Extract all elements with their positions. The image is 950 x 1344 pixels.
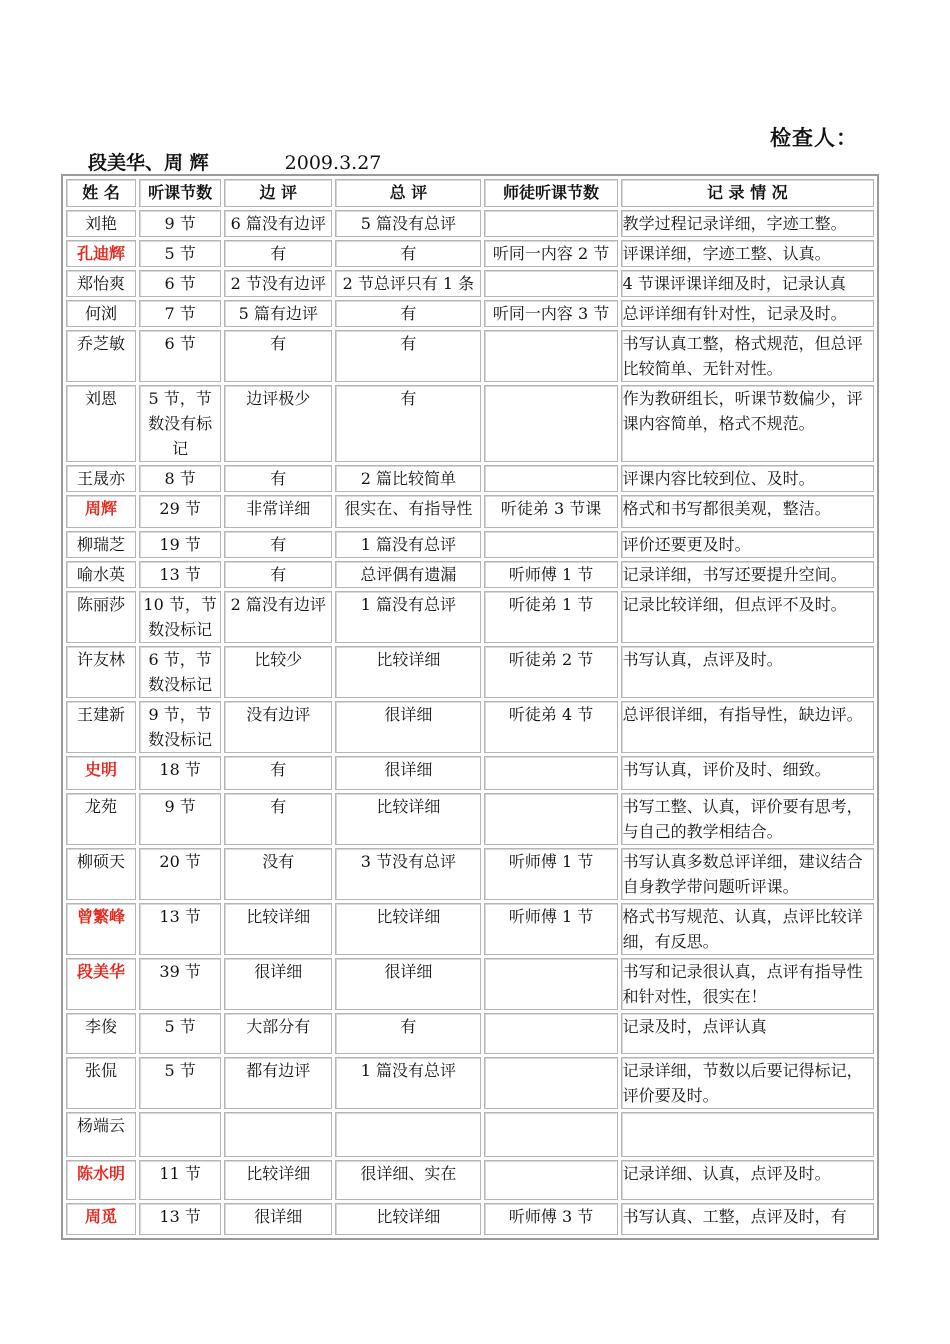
cell-mentor-count — [484, 1057, 617, 1109]
cell-lesson-count: 5 节 — [139, 240, 221, 267]
cell-record-notes: 教学过程记录详细，字迹工整。 — [621, 210, 874, 237]
table-row — [66, 531, 874, 558]
cell-side-comment: 有 — [224, 793, 332, 845]
cell-summary-comment: 比较详细 — [335, 903, 481, 955]
cell-mentor-count — [484, 270, 617, 297]
cell-mentor-count: 听师傅 1 节 — [484, 561, 617, 588]
cell-mentor-count: 听师傅 3 节 — [484, 1203, 617, 1235]
cell-side-comment: 6 篇没有边评 — [224, 210, 332, 237]
cell-record-notes: 书写认真工整，格式规范，但总评比较简单、无针对性。 — [621, 330, 874, 382]
cell-summary-comment: 3 节没有总评 — [335, 848, 481, 900]
cell-summary-comment: 很实在、有指导性 — [335, 495, 481, 528]
cell-side-comment: 比较详细 — [224, 903, 332, 955]
cell-summary-comment: 1 篇没有总评 — [335, 1057, 481, 1109]
cell-record-notes — [621, 1112, 874, 1157]
table-row — [66, 270, 874, 297]
cell-record-notes: 书写工整、认真，评价要有思考，与自己的教学相结合。 — [621, 793, 874, 845]
cell-side-comment: 比较少 — [224, 646, 332, 698]
cell-lesson-count — [139, 1112, 221, 1157]
cell-mentor-count — [484, 756, 617, 790]
cell-summary-comment: 比较详细 — [335, 793, 481, 845]
cell-record-notes: 书写认真多数总评详细，建议结合自身教学带问题听评课。 — [621, 848, 874, 900]
cell-name: 史明 — [66, 756, 136, 790]
cell-lesson-count: 10 节，节数没标记 — [139, 591, 221, 643]
cell-side-comment: 有 — [224, 531, 332, 558]
cell-name: 何浏 — [66, 300, 136, 327]
cell-mentor-count — [484, 1013, 617, 1054]
cell-summary-comment: 1 篇没有总评 — [335, 531, 481, 558]
column-header-record-notes: 记 录 情 况 — [621, 179, 874, 207]
cell-record-notes: 总评很详细，有指导性，缺边评。 — [621, 701, 874, 753]
cell-summary-comment: 有 — [335, 330, 481, 382]
inspector-byline — [88, 148, 381, 175]
cell-side-comment: 2 篇没有边评 — [224, 591, 332, 643]
cell-record-notes: 评课内容比较到位、及时。 — [621, 465, 874, 492]
cell-side-comment: 5 篇有边评 — [224, 300, 332, 327]
table-row — [66, 591, 874, 643]
column-header-side-comment: 边 评 — [224, 179, 332, 207]
table-row — [66, 646, 874, 698]
column-header-mentor-count: 师徒听课节数 — [484, 179, 617, 207]
cell-lesson-count: 6 节 — [139, 270, 221, 297]
cell-mentor-count — [484, 793, 617, 845]
cell-lesson-count: 11 节 — [139, 1160, 221, 1200]
cell-mentor-count — [484, 385, 617, 462]
cell-summary-comment: 总评偶有遗漏 — [335, 561, 481, 588]
cell-summary-comment: 2 节总评只有 1 条 — [335, 270, 481, 297]
cell-lesson-count: 7 节 — [139, 300, 221, 327]
table-row — [66, 561, 874, 588]
cell-summary-comment: 2 篇比较简单 — [335, 465, 481, 492]
cell-record-notes: 记录详细，节数以后要记得标记，评价要及时。 — [621, 1057, 874, 1109]
cell-summary-comment: 有 — [335, 240, 481, 267]
table-row — [66, 1112, 874, 1157]
cell-side-comment: 很详细 — [224, 958, 332, 1010]
cell-record-notes: 记录详细，书写还要提升空间。 — [621, 561, 874, 588]
table-header-row — [66, 179, 874, 207]
cell-name: 喻水英 — [66, 561, 136, 588]
cell-lesson-count: 6 节，节数没标记 — [139, 646, 221, 698]
cell-record-notes: 记录详细、认真，点评及时。 — [621, 1160, 874, 1200]
cell-summary-comment — [335, 1112, 481, 1157]
cell-lesson-count: 19 节 — [139, 531, 221, 558]
table-row — [66, 848, 874, 900]
cell-record-notes: 记录比较详细，但点评不及时。 — [621, 591, 874, 643]
cell-side-comment: 边评极少 — [224, 385, 332, 462]
cell-name: 郑怡爽 — [66, 270, 136, 297]
cell-mentor-count: 听师傅 1 节 — [484, 903, 617, 955]
cell-lesson-count: 6 节 — [139, 330, 221, 382]
table-row — [66, 240, 874, 267]
cell-summary-comment: 有 — [335, 300, 481, 327]
column-header-count: 听课节数 — [139, 179, 221, 207]
cell-name: 柳瑞芝 — [66, 531, 136, 558]
cell-lesson-count: 39 节 — [139, 958, 221, 1010]
cell-side-comment: 有 — [224, 561, 332, 588]
cell-side-comment: 有 — [224, 330, 332, 382]
cell-mentor-count: 听徒弟 3 节课 — [484, 495, 617, 528]
column-header-summary-comment: 总 评 — [335, 179, 481, 207]
cell-record-notes: 格式书写规范、认真，点评比较详细，有反思。 — [621, 903, 874, 955]
cell-lesson-count: 20 节 — [139, 848, 221, 900]
cell-side-comment: 有 — [224, 240, 332, 267]
cell-lesson-count: 13 节 — [139, 561, 221, 588]
cell-name: 王建新 — [66, 701, 136, 753]
cell-record-notes: 书写认真，点评及时。 — [621, 646, 874, 698]
cell-name: 刘艳 — [66, 210, 136, 237]
cell-lesson-count: 13 节 — [139, 1203, 221, 1235]
cell-name: 周觅 — [66, 1203, 136, 1235]
cell-name: 李俊 — [66, 1013, 136, 1054]
table-row — [66, 958, 874, 1010]
cell-name: 龙苑 — [66, 793, 136, 845]
cell-mentor-count — [484, 1112, 617, 1157]
table-row — [66, 210, 874, 237]
cell-mentor-count: 听徒弟 1 节 — [484, 591, 617, 643]
cell-record-notes: 格式和书写都很美观，整洁。 — [621, 495, 874, 528]
table-row — [66, 330, 874, 382]
table-row — [66, 903, 874, 955]
cell-summary-comment: 5 篇没有总评 — [335, 210, 481, 237]
cell-record-notes: 书写认真，评价及时、细致。 — [621, 756, 874, 790]
cell-record-notes: 作为教研组长，听课节数偏少，评课内容简单，格式不规范。 — [621, 385, 874, 462]
cell-name: 张侃 — [66, 1057, 136, 1109]
cell-summary-comment: 很详细 — [335, 701, 481, 753]
cell-lesson-count: 8 节 — [139, 465, 221, 492]
cell-mentor-count: 听同一内容 2 节 — [484, 240, 617, 267]
cell-lesson-count: 9 节，节数没标记 — [139, 701, 221, 753]
table-row — [66, 1203, 874, 1235]
cell-side-comment — [224, 1112, 332, 1157]
cell-side-comment: 没有边评 — [224, 701, 332, 753]
cell-lesson-count: 29 节 — [139, 495, 221, 528]
cell-summary-comment: 1 篇没有总评 — [335, 591, 481, 643]
cell-mentor-count — [484, 531, 617, 558]
cell-name: 刘恩 — [66, 385, 136, 462]
table-row — [66, 1057, 874, 1109]
cell-side-comment: 比较详细 — [224, 1160, 332, 1200]
column-header-name: 姓 名 — [66, 179, 136, 207]
cell-record-notes: 书写认真、工整，点评及时，有 — [621, 1203, 874, 1235]
cell-mentor-count — [484, 958, 617, 1010]
cell-name: 许友林 — [66, 646, 136, 698]
cell-side-comment: 有 — [224, 465, 332, 492]
inspector-label: 检查人： — [770, 126, 858, 150]
cell-side-comment: 非常详细 — [224, 495, 332, 528]
cell-name: 王晟亦 — [66, 465, 136, 492]
cell-lesson-count: 9 节 — [139, 793, 221, 845]
cell-summary-comment: 比较详细 — [335, 646, 481, 698]
cell-mentor-count — [484, 465, 617, 492]
cell-name: 陈水明 — [66, 1160, 136, 1200]
table-row — [66, 1160, 874, 1200]
inspector-names: 段美华、周 辉 — [88, 152, 209, 174]
cell-summary-comment: 有 — [335, 1013, 481, 1054]
inspection-date: 2009.3.27 — [284, 152, 382, 174]
cell-mentor-count — [484, 1160, 617, 1200]
cell-name: 杨端云 — [66, 1112, 136, 1157]
cell-summary-comment: 有 — [335, 385, 481, 462]
cell-mentor-count: 听师傅 1 节 — [484, 848, 617, 900]
lesson-record-table — [61, 174, 879, 1240]
cell-mentor-count: 听徒弟 2 节 — [484, 646, 617, 698]
table-row — [66, 300, 874, 327]
cell-name: 陈丽莎 — [66, 591, 136, 643]
cell-summary-comment: 很详细 — [335, 756, 481, 790]
cell-name: 周辉 — [66, 495, 136, 528]
cell-lesson-count: 5 节 — [139, 1013, 221, 1054]
cell-name: 乔芝敏 — [66, 330, 136, 382]
table-row — [66, 495, 874, 528]
cell-side-comment: 很详细 — [224, 1203, 332, 1235]
cell-mentor-count — [484, 210, 617, 237]
cell-lesson-count: 18 节 — [139, 756, 221, 790]
table-row — [66, 385, 874, 462]
cell-mentor-count — [484, 330, 617, 382]
cell-lesson-count: 5 节，节数没有标记 — [139, 385, 221, 462]
cell-side-comment: 有 — [224, 756, 332, 790]
cell-record-notes: 评课详细，字迹工整、认真。 — [621, 240, 874, 267]
cell-side-comment: 大部分有 — [224, 1013, 332, 1054]
cell-mentor-count: 听同一内容 3 节 — [484, 300, 617, 327]
cell-name: 柳硕天 — [66, 848, 136, 900]
cell-summary-comment: 很详细、实在 — [335, 1160, 481, 1200]
table-row — [66, 756, 874, 790]
cell-summary-comment: 比较详细 — [335, 1203, 481, 1235]
cell-record-notes: 书写和记录很认真，点评有指导性和针对性，很实在！ — [621, 958, 874, 1010]
cell-summary-comment: 很详细 — [335, 958, 481, 1010]
cell-lesson-count: 13 节 — [139, 903, 221, 955]
cell-side-comment: 都有边评 — [224, 1057, 332, 1109]
cell-side-comment: 2 节没有边评 — [224, 270, 332, 297]
cell-record-notes: 记录及时，点评认真 — [621, 1013, 874, 1054]
cell-record-notes: 4 节课评课详细及时，记录认真 — [621, 270, 874, 297]
cell-name: 段美华 — [66, 958, 136, 1010]
table-row — [66, 701, 874, 753]
table-row — [66, 1013, 874, 1054]
cell-record-notes: 评价还要更及时。 — [621, 531, 874, 558]
cell-record-notes: 总评详细有针对性，记录及时。 — [621, 300, 874, 327]
table-row — [66, 793, 874, 845]
cell-lesson-count: 5 节 — [139, 1057, 221, 1109]
cell-mentor-count: 听徒弟 4 节 — [484, 701, 617, 753]
cell-side-comment: 没有 — [224, 848, 332, 900]
cell-lesson-count: 9 节 — [139, 210, 221, 237]
table-row — [66, 465, 874, 492]
cell-name: 曾繁峰 — [66, 903, 136, 955]
cell-name: 孔迪辉 — [66, 240, 136, 267]
